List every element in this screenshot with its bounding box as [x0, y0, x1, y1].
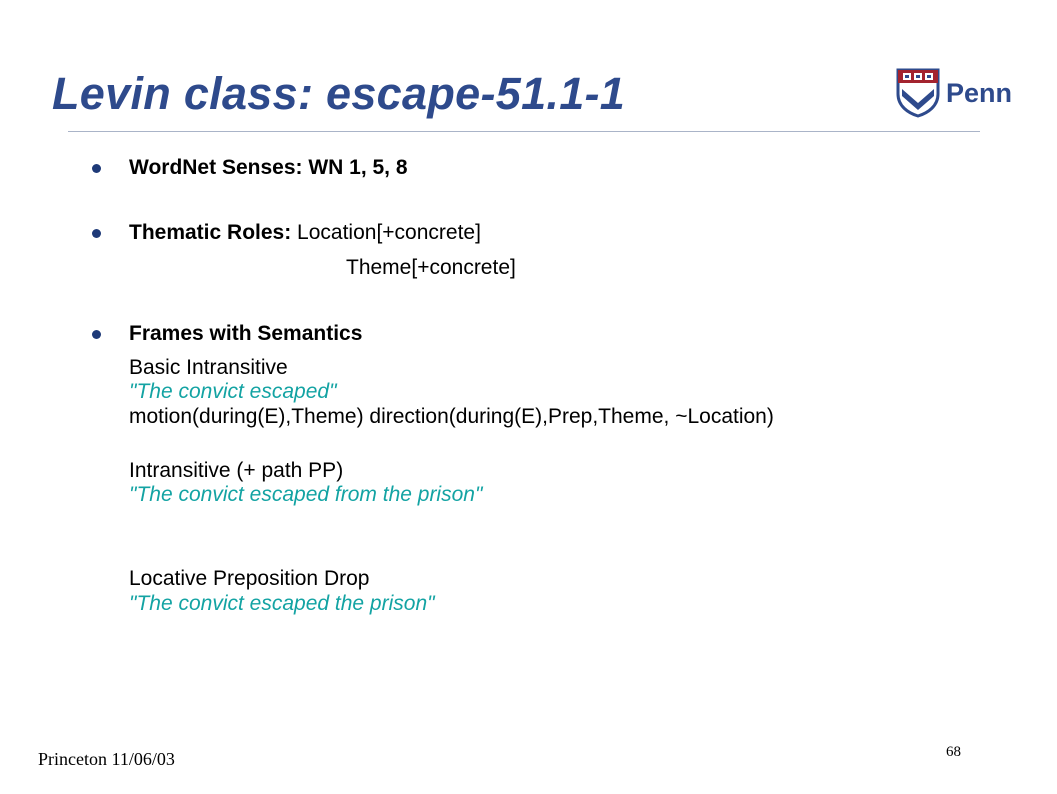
page-number: 68 [946, 744, 961, 760]
frame-name: Basic Intransitive [129, 356, 288, 379]
frame-example: "The convict escaped from the prison" [129, 483, 483, 506]
penn-logo [896, 68, 1024, 120]
bullet-icon [92, 229, 101, 238]
penn-shield-icon [896, 68, 940, 118]
thematic-roles-location: Location[+concrete] [291, 221, 481, 244]
thematic-roles-label: Thematic Roles: [129, 221, 292, 244]
frame-semantics: motion(during(E),Theme) direction(during(E),Prep,Theme, ~Location) [129, 405, 774, 428]
title-divider [68, 131, 980, 132]
thematic-roles [129, 221, 481, 245]
thematic-roles-theme: Theme[+concrete] [346, 256, 516, 279]
slide-title: Levin class: escape-51.1-1 [52, 68, 626, 119]
bullet-icon [92, 330, 101, 339]
bullet-icon [92, 164, 101, 173]
footer-date: Princeton 11/06/03 [38, 749, 175, 769]
frame-name: Intransitive (+ path PP) [129, 459, 344, 482]
frame-name: Locative Preposition Drop [129, 567, 370, 590]
frames-heading: Frames with Semantics [129, 322, 363, 345]
wordnet-senses: WordNet Senses: WN 1, 5, 8 [129, 156, 408, 179]
frame-example: "The convict escaped the prison" [129, 592, 435, 615]
frame-example: "The convict escaped" [129, 380, 337, 403]
logo-text: Penn [946, 78, 1013, 108]
